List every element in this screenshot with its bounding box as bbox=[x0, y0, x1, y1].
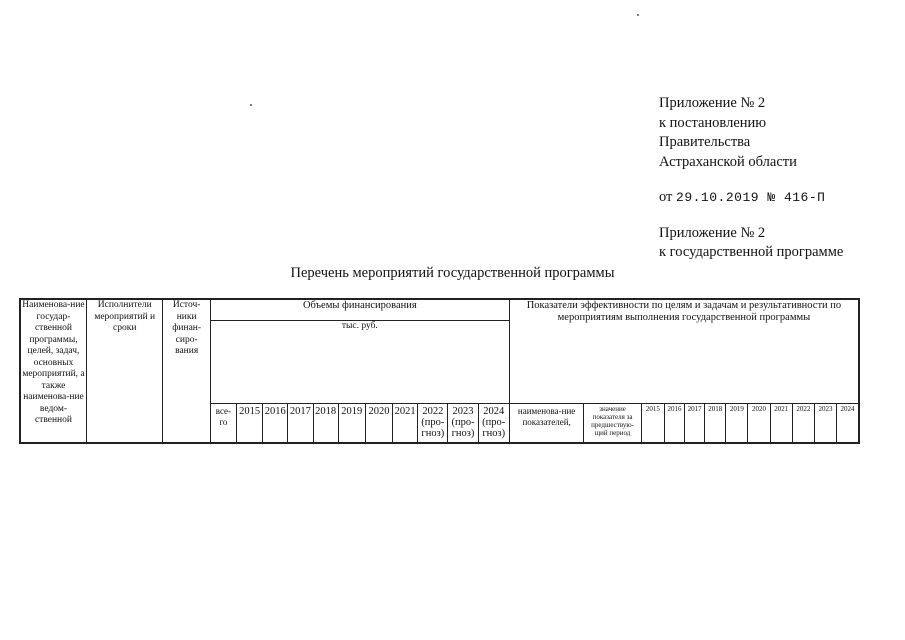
decree-date-line bbox=[659, 188, 843, 208]
ind-year: 2021 bbox=[770, 404, 792, 444]
fin-year: 2015 bbox=[236, 404, 262, 444]
fin-forecast-year: 2022 (про-гноз) bbox=[418, 404, 448, 444]
financing-header: Объемы финансирования bbox=[210, 299, 509, 321]
appendix-line-4: Астраханской области bbox=[659, 153, 797, 170]
ind-year: 2019 bbox=[726, 404, 748, 444]
fin-year: 2017 bbox=[288, 404, 313, 444]
appendix-line-1: Приложение № 2 bbox=[659, 95, 766, 111]
scan-speck bbox=[637, 14, 639, 16]
ind-year: 2016 bbox=[664, 404, 684, 444]
financing-units: тыс. руб. bbox=[210, 321, 509, 404]
fin-year: 2020 bbox=[365, 404, 392, 444]
page-title: Перечень мероприятий государственной программы bbox=[290, 265, 615, 281]
col-executors-header: Исполнители мероприятий и сроки bbox=[86, 299, 163, 443]
col-name-header: Наименова-ние государ-ственной программы, целей, задач, основных мероприятий, а также наименова-ние ведом-ственной bbox=[20, 299, 86, 443]
ind-year: 2017 bbox=[685, 404, 705, 444]
indicators-header: Показатели эффективности по целям и задачам и результативности по мероприятиям выполнения государственной программы bbox=[509, 299, 859, 404]
fin-total: все-го bbox=[210, 404, 236, 444]
ind-year: 2015 bbox=[641, 404, 664, 444]
fin-forecast-year: 2023 (про-гноз) bbox=[448, 404, 478, 444]
fin-year: 2021 bbox=[393, 404, 418, 444]
appendix-line-2: к постановлению bbox=[659, 114, 767, 131]
appendix-line-5: Приложение № 2 bbox=[659, 224, 766, 241]
fin-year: 2019 bbox=[338, 404, 365, 444]
col-sources-header: Источ-ники финан-сиро-вания bbox=[163, 299, 210, 443]
appendix-line-6: к государственной программе bbox=[659, 244, 844, 260]
fin-year: 2018 bbox=[313, 404, 338, 444]
appendix-line-3: Правительства bbox=[659, 134, 751, 150]
appendix-header bbox=[659, 94, 843, 263]
decree-date: 29.10.2019 № 416-П bbox=[676, 190, 826, 205]
program-table bbox=[19, 298, 860, 444]
ind-year: 2024 bbox=[837, 404, 859, 444]
ind-year: 2020 bbox=[748, 404, 770, 444]
fin-forecast-year: 2024 (про-гноз) bbox=[478, 404, 509, 444]
table-header-row-1 bbox=[20, 299, 859, 321]
fin-year: 2016 bbox=[263, 404, 288, 444]
ind-year: 2023 bbox=[814, 404, 836, 444]
indicator-name-header: наименова-ние показателей, bbox=[509, 404, 584, 444]
ind-year: 2022 bbox=[792, 404, 814, 444]
indicator-prev-value-header: значение показателя за предшествую-щий период bbox=[584, 404, 641, 444]
scan-speck bbox=[250, 104, 252, 106]
date-prefix: от bbox=[659, 189, 673, 205]
ind-year: 2018 bbox=[705, 404, 726, 444]
